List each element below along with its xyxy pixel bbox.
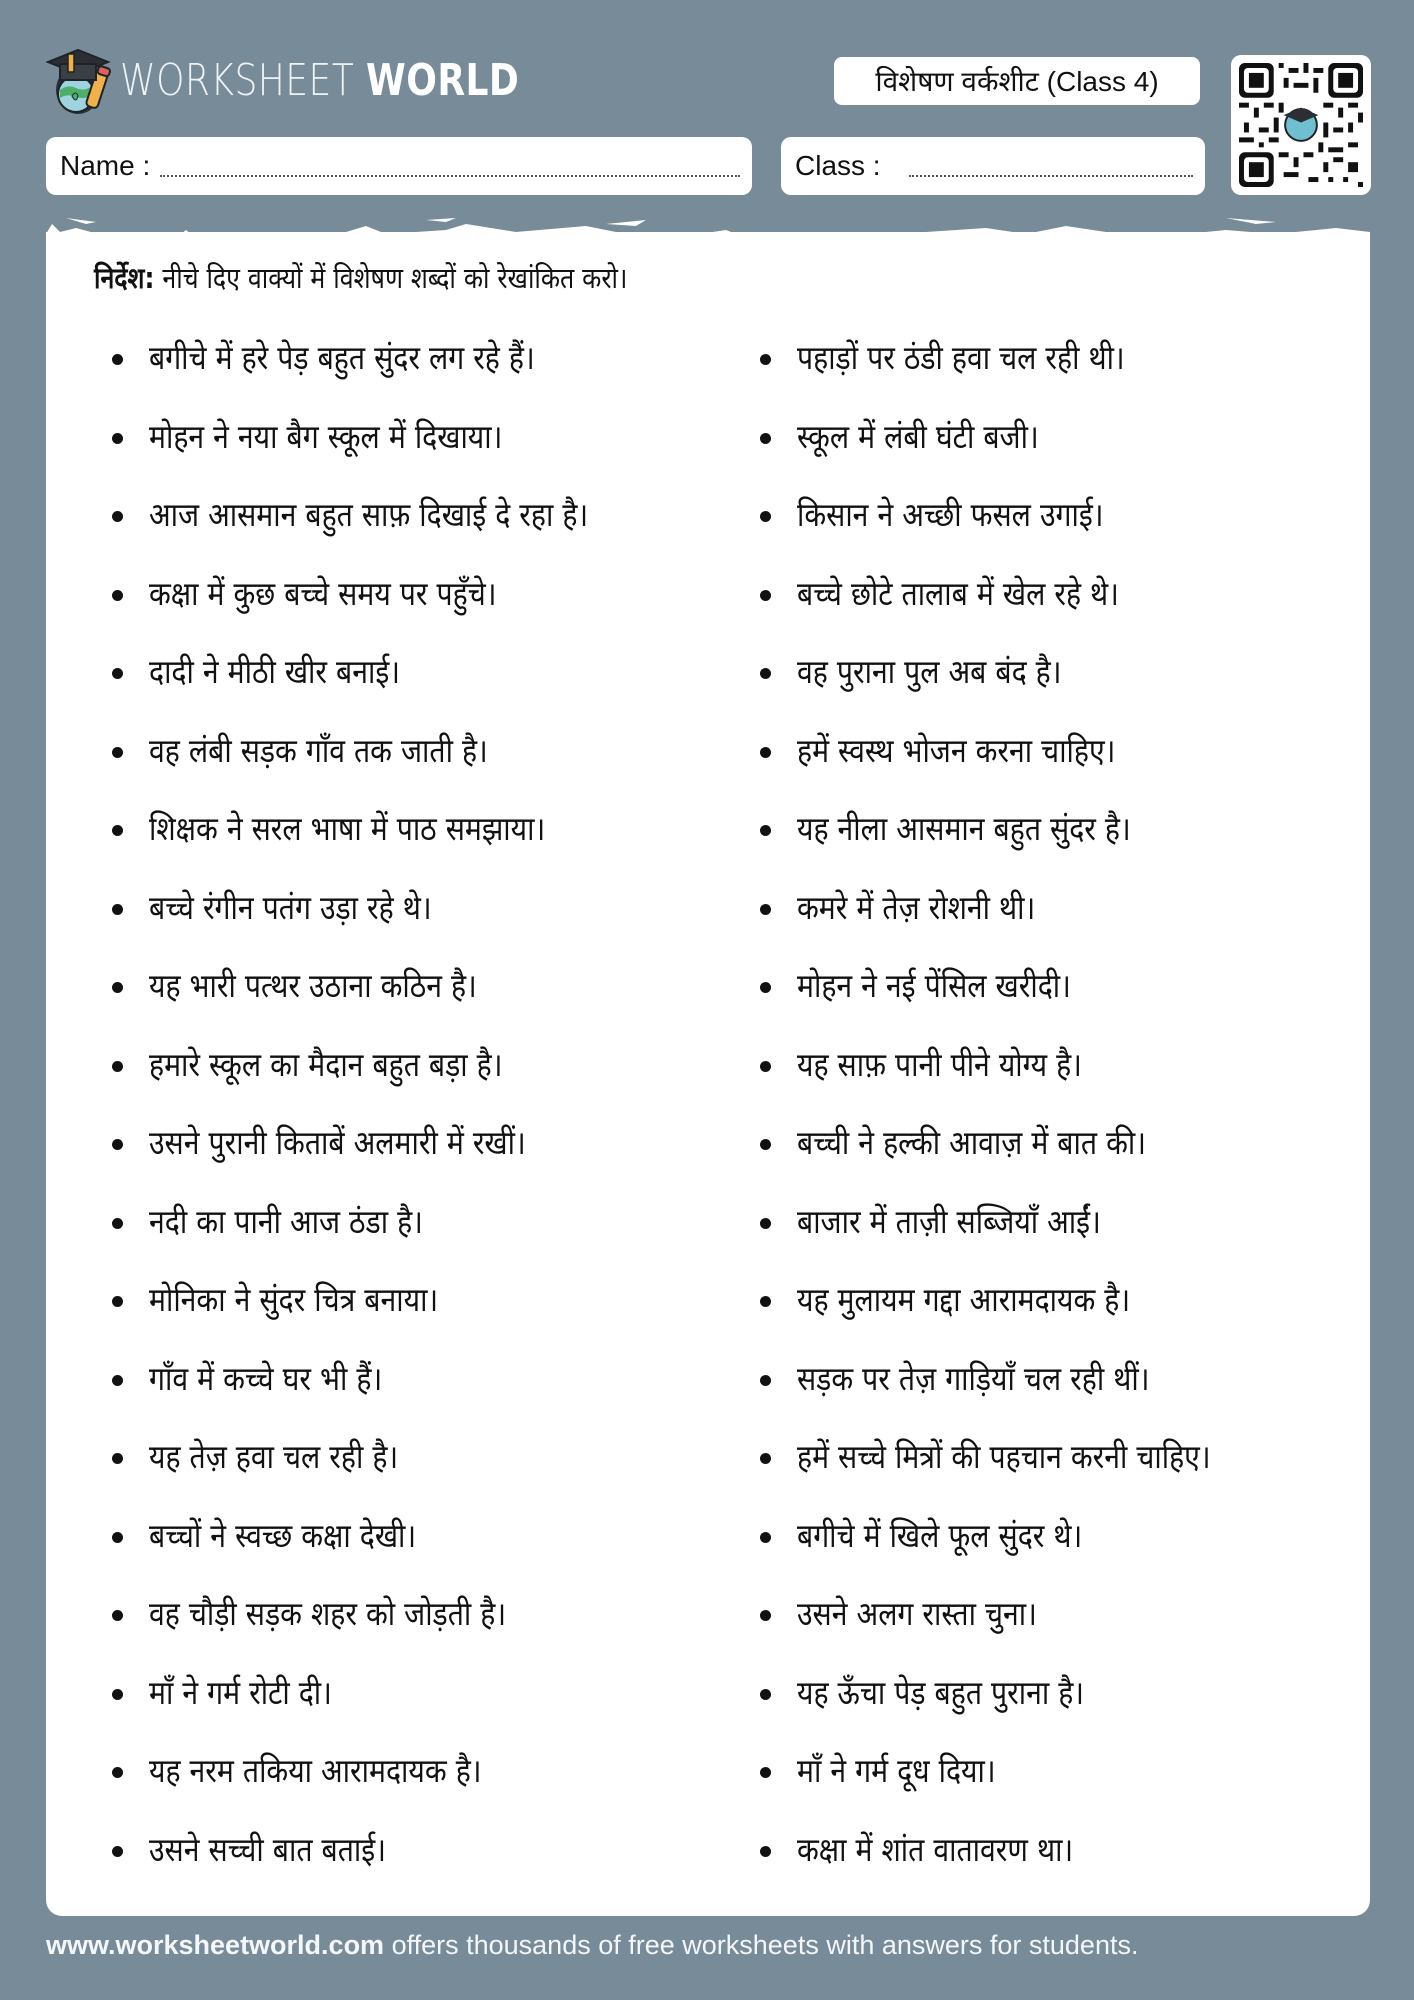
list-item bbox=[110, 1202, 660, 1281]
list-item bbox=[758, 1045, 1278, 1124]
instruction-label: निर्देश: bbox=[94, 261, 155, 295]
bullet-icon bbox=[112, 982, 123, 993]
sentence-text: माँ ने गर्म दूध दिया। bbox=[797, 1751, 996, 1790]
sentence-text: हमें स्वस्थ भोजन करना चाहिए। bbox=[797, 730, 1116, 770]
sentence-text: गाँव में कच्चे घर भी हैं। bbox=[149, 1358, 383, 1398]
sentence-text: यह नरम तकिया आरामदायक है। bbox=[149, 1751, 482, 1790]
list-item bbox=[110, 1359, 660, 1438]
qr-code bbox=[1231, 55, 1371, 195]
class-write-line[interactable] bbox=[909, 175, 1193, 177]
brand-name-bold: WORLD bbox=[366, 54, 520, 106]
sentence-list-left bbox=[110, 338, 660, 1908]
sentence-text: माँ ने गर्म रोटी दी। bbox=[149, 1672, 332, 1712]
brand-name bbox=[120, 55, 519, 106]
list-item bbox=[758, 1359, 1278, 1438]
instruction-text: नीचे दिए वाक्यों में विशेषण शब्दों को रेखांकित करो। bbox=[154, 261, 628, 295]
qr-code-icon bbox=[1239, 63, 1363, 187]
sentence-text: बच्चे छोटे तालाब में खेल रहे थे। bbox=[797, 573, 1119, 613]
list-item bbox=[110, 966, 660, 1045]
bullet-icon bbox=[112, 1218, 123, 1229]
sentence-text: कक्षा में कुछ बच्चे समय पर पहुँचे। bbox=[149, 573, 497, 613]
sentence-list-right bbox=[758, 338, 1278, 1908]
sentence-text: यह तेज़ हवा चल रही है। bbox=[149, 1437, 399, 1476]
bullet-icon bbox=[760, 1689, 771, 1700]
sentence-text: बगीचे में हरे पेड़ बहुत सुंदर लग रहे हैं। bbox=[149, 338, 535, 377]
list-item bbox=[110, 1280, 660, 1359]
bullet-icon bbox=[112, 1139, 123, 1150]
sentence-text: आज आसमान बहुत साफ़ दिखाई दे रहा है। bbox=[149, 495, 589, 534]
sentence-text: उसने सच्ची बात बताई। bbox=[149, 1829, 386, 1869]
bullet-icon bbox=[112, 1296, 123, 1307]
name-write-line[interactable] bbox=[160, 175, 740, 177]
sentence-text: यह मुलायम गद्दा आरामदायक है। bbox=[797, 1280, 1131, 1319]
worksheet-title bbox=[834, 57, 1200, 105]
list-item bbox=[110, 809, 660, 888]
class-field[interactable] bbox=[781, 137, 1205, 195]
list-item bbox=[758, 966, 1278, 1045]
list-item bbox=[758, 417, 1278, 496]
list-item bbox=[758, 495, 1278, 574]
bullet-icon bbox=[112, 1061, 123, 1072]
list-item bbox=[758, 574, 1278, 653]
bullet-icon bbox=[112, 1689, 123, 1700]
list-item bbox=[758, 1751, 1278, 1830]
list-item bbox=[110, 1594, 660, 1673]
bullet-icon bbox=[760, 511, 771, 522]
bullet-icon bbox=[112, 668, 123, 679]
bullet-icon bbox=[760, 904, 771, 915]
bullet-icon bbox=[760, 747, 771, 758]
sentence-text: उसने अलग रास्ता चुना। bbox=[797, 1594, 1037, 1633]
list-item bbox=[110, 1516, 660, 1595]
torn-paper-edge bbox=[46, 212, 1370, 246]
sentence-text: उसने पुरानी किताबें अलमारी में रखीं। bbox=[149, 1123, 526, 1162]
list-item bbox=[110, 1830, 660, 1909]
sentence-text: वह चौड़ी सड़क शहर को जोड़ती है। bbox=[149, 1594, 507, 1633]
bullet-icon bbox=[112, 1375, 123, 1386]
bullet-icon bbox=[112, 1532, 123, 1543]
list-item bbox=[758, 731, 1278, 810]
bullet-icon bbox=[760, 590, 771, 601]
name-label: Name : bbox=[60, 150, 151, 181]
name-field[interactable] bbox=[46, 137, 752, 195]
sentence-text: सड़क पर तेज़ गाड़ियाँ चल रही थीं। bbox=[797, 1358, 1150, 1398]
graduation-globe-pencil-icon bbox=[44, 40, 116, 120]
list-item bbox=[758, 1516, 1278, 1595]
list-item bbox=[758, 652, 1278, 731]
bullet-icon bbox=[760, 1139, 771, 1150]
bullet-icon bbox=[112, 511, 123, 522]
list-item bbox=[758, 1437, 1278, 1516]
list-item bbox=[758, 338, 1278, 417]
list-item bbox=[758, 1673, 1278, 1752]
sentence-text: किसान ने अच्छी फसल उगाई। bbox=[797, 495, 1104, 534]
list-item bbox=[758, 1123, 1278, 1202]
sentence-text: स्कूल में लंबी घंटी बजी। bbox=[797, 416, 1039, 456]
bullet-icon bbox=[112, 1767, 123, 1778]
bullet-icon bbox=[760, 1532, 771, 1543]
footer-text: offers thousands of free worksheets with answers for students. bbox=[384, 1930, 1139, 1960]
sentence-text: बच्चों ने स्वच्छ कक्षा देखी। bbox=[149, 1515, 417, 1555]
list-item bbox=[110, 1437, 660, 1516]
list-item bbox=[110, 1045, 660, 1124]
list-item bbox=[110, 652, 660, 731]
bullet-icon bbox=[112, 747, 123, 758]
sentence-text: पहाड़ों पर ठंडी हवा चल रही थी। bbox=[797, 338, 1125, 377]
sentence-text: यह ऊँचा पेड़ बहुत पुराना है। bbox=[797, 1672, 1085, 1712]
bullet-icon bbox=[760, 1296, 771, 1307]
instruction bbox=[94, 258, 627, 297]
sentence-text: हमें सच्चे मित्रों की पहचान करनी चाहिए। bbox=[797, 1437, 1211, 1476]
bullet-icon bbox=[112, 1846, 123, 1857]
worksheet-title-text: विशेषण वर्कशीट (Class 4) bbox=[875, 66, 1159, 97]
bullet-icon bbox=[760, 433, 771, 444]
bullet-icon bbox=[760, 982, 771, 993]
bullet-icon bbox=[112, 590, 123, 601]
list-item bbox=[758, 1830, 1278, 1909]
sentence-text: यह भारी पत्थर उठाना कठिन है। bbox=[149, 966, 477, 1005]
bullet-icon bbox=[760, 1767, 771, 1778]
sentence-text: नदी का पानी आज ठंडा है। bbox=[149, 1201, 423, 1241]
sentence-text: मोनिका ने सुंदर चित्र बनाया। bbox=[149, 1280, 439, 1319]
sentence-text: यह साफ़ पानी पीने योग्य है। bbox=[797, 1044, 1082, 1084]
list-item bbox=[110, 1123, 660, 1202]
sentence-text: कमरे में तेज़ रोशनी थी। bbox=[797, 887, 1036, 927]
bullet-icon bbox=[760, 1453, 771, 1464]
list-item bbox=[110, 731, 660, 810]
bullet-icon bbox=[112, 825, 123, 836]
footer bbox=[46, 1930, 1138, 1961]
list-item bbox=[110, 495, 660, 574]
sentence-text: बच्चे रंगीन पतंग उड़ा रहे थे। bbox=[149, 887, 432, 927]
bullet-icon bbox=[760, 825, 771, 836]
list-item bbox=[110, 338, 660, 417]
brand-logo bbox=[44, 40, 607, 120]
sentence-text: कक्षा में शांत वातावरण था। bbox=[797, 1829, 1074, 1869]
sentence-text: शिक्षक ने सरल भाषा में पाठ समझाया। bbox=[149, 809, 546, 848]
brand-name-light: WORKSHEET bbox=[120, 54, 367, 106]
sentence-text: दादी ने मीठी खीर बनाई। bbox=[149, 652, 401, 691]
list-item bbox=[758, 1202, 1278, 1281]
bullet-icon bbox=[760, 354, 771, 365]
sentence-text: मोहन ने नया बैग स्कूल में दिखाया। bbox=[149, 416, 503, 456]
sentence-text: हमारे स्कूल का मैदान बहुत बड़ा है। bbox=[149, 1044, 503, 1084]
bullet-icon bbox=[112, 904, 123, 915]
list-item bbox=[758, 1280, 1278, 1359]
sentence-text: बगीचे में खिले फूल सुंदर थे। bbox=[797, 1515, 1083, 1555]
bullet-icon bbox=[112, 1610, 123, 1621]
sentence-text: बाजार में ताज़ी सब्जियाँ आईं। bbox=[797, 1201, 1101, 1241]
bullet-icon bbox=[760, 668, 771, 679]
class-label: Class : bbox=[795, 150, 881, 181]
bullet-icon bbox=[760, 1610, 771, 1621]
bullet-icon bbox=[760, 1846, 771, 1857]
sentence-text: मोहन ने नई पेंसिल खरीदी। bbox=[797, 966, 1071, 1005]
list-item bbox=[110, 574, 660, 653]
bullet-icon bbox=[760, 1375, 771, 1386]
sentence-text: वह पुराना पुल अब बंद है। bbox=[797, 652, 1062, 691]
bullet-icon bbox=[760, 1218, 771, 1229]
list-item bbox=[110, 1751, 660, 1830]
bullet-icon bbox=[112, 354, 123, 365]
sentence-text: वह लंबी सड़क गाँव तक जाती है। bbox=[149, 730, 488, 770]
bullet-icon bbox=[112, 433, 123, 444]
list-item bbox=[758, 809, 1278, 888]
bullet-icon bbox=[112, 1453, 123, 1464]
sentence-text: बच्ची ने हल्की आवाज़ में बात की। bbox=[797, 1123, 1146, 1162]
bullet-icon bbox=[760, 1061, 771, 1072]
list-item bbox=[110, 1673, 660, 1752]
list-item bbox=[758, 1594, 1278, 1673]
list-item bbox=[758, 888, 1278, 967]
list-item bbox=[110, 417, 660, 496]
list-item bbox=[110, 888, 660, 967]
sentence-text: यह नीला आसमान बहुत सुंदर है। bbox=[797, 809, 1131, 848]
footer-site-link[interactable]: www.worksheetworld.com bbox=[46, 1930, 385, 1960]
